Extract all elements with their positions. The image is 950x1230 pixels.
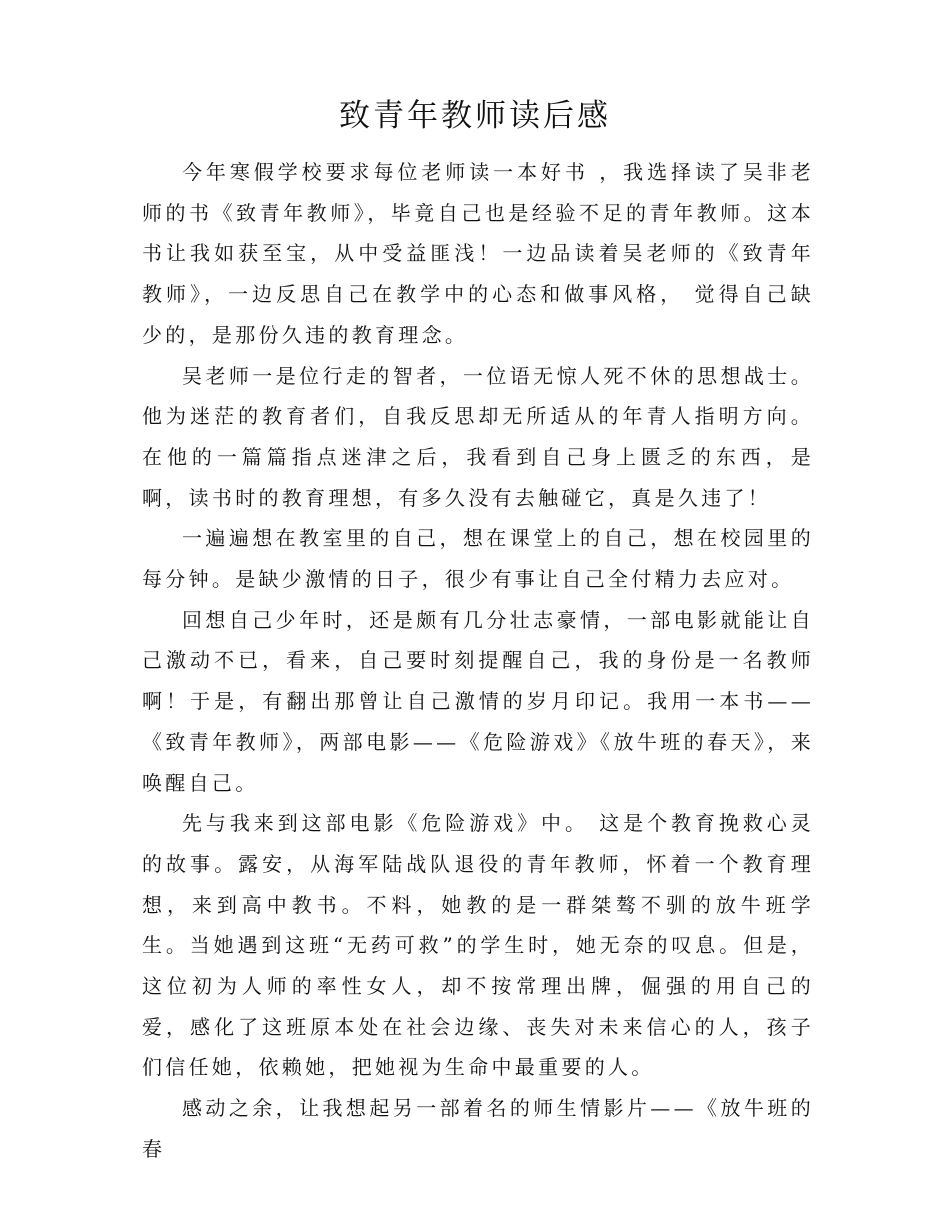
paragraph-6: 感动之余，让我想起另一部着名的师生情影片——《放牛班的春 (142, 1096, 814, 1161)
paragraph-2: 吴老师一是位行走的智者，一位语无惊人死不休的思想战士。他为迷茫的教育者们，自我反思却无所适从的年青人指明方向。在他的一篇篇指点迷津之后，我看到自己身上匮乏的东西，是啊，读书时的教育理想，有多久没有去触碰它，真是久违了！ (142, 363, 814, 510)
document-title: 致青年教师读后感 (339, 98, 611, 134)
paragraph-5: 先与我来到这部电影《危险游戏》中。 这是个教育挽救心灵的故事。露安，从海军陆战队退役的青年教师，怀着一个教育理想，来到高中教书。不料，她教的是一群桀骜不驯的放牛班学生。当她遇到这班“无药可救”的学生时，她无奈的叹息。但是，这位初为人师的率性女人，却不按常理出牌，倔强的用自己的爱，感化了这班原本处在社会边缘、丧失对未来信心的人，孩子们信任她，依赖她，把她视为生命中最重要的人。 (142, 811, 814, 1080)
document-body (142, 152, 814, 1170)
paragraph-4: 回想自己少年时，还是颇有几分壮志豪情，一部电影就能让自己激动不已，看来，自己要时刻提醒自己，我的身份是一名教师啊！于是，有翻出那曾让自己激情的岁月印记。我用一本书——《致青年教师》，两部电影——《危险游戏》《放牛班的春天》，来唤醒自己。 (142, 607, 814, 795)
paragraph-3: 一遍遍想在教室里的自己，想在课堂上的自己，想在校园里的每分钟。是缺少激情的日子，很少有事让自己全付精力去应对。 (142, 526, 814, 592)
paragraph-1: 今年寒假学校要求每位老师读一本好书 ，我选择读了吴非老师的书《致青年教师》，毕竟自己也是经验不足的青年教师。这本书让我如获至宝，从中受益匪浅！一边品读着吴老师的《致青年教师》，一边反思自己在教学中的心态和做事风格， 觉得自己缺少的，是那份久违的教育理念。 (142, 160, 814, 347)
